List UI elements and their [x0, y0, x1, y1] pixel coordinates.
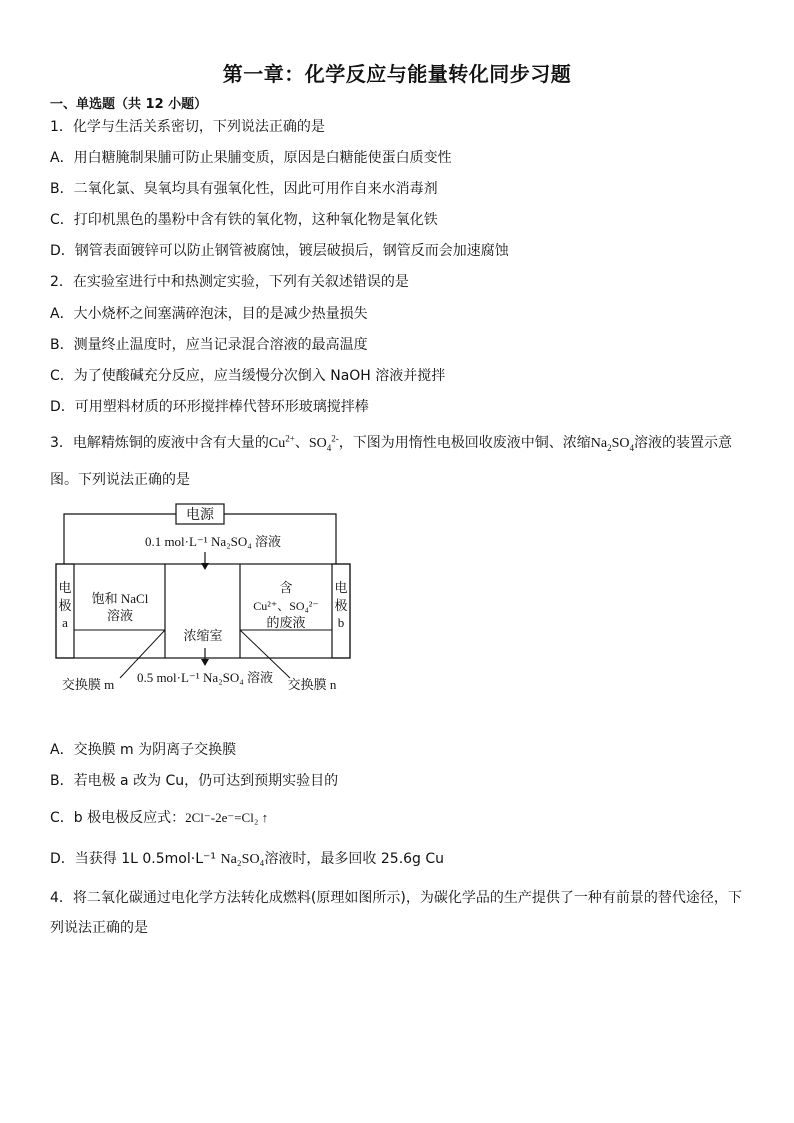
q3-na2so4-so: SO [611, 436, 630, 451]
q3-so4-symbol: SO [308, 436, 327, 451]
power-supply-label: 电源 [186, 508, 214, 523]
bottom-solution-label: 0.5 mol·L⁻¹ Na₂SO₄ 溶液 [136, 670, 274, 685]
electrolysis-diagram [50, 500, 360, 700]
q3-sep: 、 [294, 435, 309, 451]
q1-stem: 1．化学与生活关系密切，下列说法正确的是 [50, 119, 325, 135]
q3-stem-part1: 3．电解精炼铜的废液中含有大量的 [50, 435, 269, 451]
q3-so4-sub: 4 [326, 442, 332, 453]
top-solution-label: 0.1 mol·L⁻¹ Na₂SO₄ 溶液 [144, 534, 282, 549]
left-chamber-line1: 饱和 NaCl [91, 591, 149, 606]
q2-option-c: C．为了使酸碱充分反应，应当缓慢分次倒入 NaOH 溶液并搅拌 [50, 368, 446, 384]
electrode-b-char-1: 电 [334, 580, 348, 595]
right-chamber-line3: 的废液 [266, 615, 306, 630]
q3-cu-ion [268, 433, 295, 451]
q3-so4-ion [308, 433, 339, 453]
section-heading: 一、单选题（共 12 小题） [50, 97, 208, 112]
electrode-a-char-1: 电 [58, 580, 72, 595]
q1-option-d: D．钢管表面镀锌可以防止钢管被腐蚀，镀层破损后，钢管反而会加速腐蚀 [50, 243, 509, 259]
q4-stem-line1: 4．将二氧化碳通过电化学方法转化成燃料(原理如图所示)，为碳化学品的生产提供了一种有前景的替代途径，下 [50, 890, 742, 906]
right-chamber-line2: Cu²⁺、SO₄²⁻ [253, 599, 319, 613]
q3-stem-part2: ，下图为用惰性电极回收废液中铜、浓缩 [338, 435, 591, 451]
q2-option-d: D．可用塑料材质的环形搅拌棒代替环形玻璃搅拌棒 [50, 399, 369, 415]
q3-option-d-formula: Na₂SO₄ [220, 852, 265, 867]
q3-cu-symbol: Cu [268, 436, 286, 451]
q3-na2so4-sub1: 2 [607, 442, 612, 453]
q3-option-a: A．交换膜 m 为阴离子交换膜 [50, 742, 237, 758]
q3-na2so4 [591, 436, 634, 451]
q3-so4-charge: 2- [331, 433, 339, 444]
q1-option-c: C．打印机黑色的墨粉中含有铁的氧化物，这种氧化物是氧化铁 [50, 212, 438, 228]
q1-option-b: B．二氧化氯、臭氧均具有强氧化性，因此可用作自来水消毒剂 [50, 181, 438, 197]
q1-option-a: A．用白糖腌制果脯可防止果脯变质，原因是白糖能使蛋白质变性 [50, 150, 452, 166]
q3-option-d-prefix: D．当获得 1L 0.5mol·L⁻¹ [50, 851, 221, 867]
q3-stem-line1 [50, 434, 732, 453]
q3-option-d [50, 850, 444, 869]
membrane-n-label: 交换膜 n [287, 677, 337, 692]
electrolysis-diagram-svg [50, 500, 360, 700]
outflow-arrow-head [201, 659, 209, 666]
middle-chamber-label: 浓缩室 [183, 628, 223, 643]
left-chamber-line2: 溶液 [106, 608, 134, 623]
right-chamber-line1: 含 [279, 580, 293, 595]
q3-na2so4-sub2: 4 [629, 442, 634, 453]
q2-option-a: A．大小烧杯之间塞满碎泡沫，目的是减少热量损失 [50, 306, 368, 322]
page-title: 第一章：化学反应与能量转化同步习题 [222, 62, 572, 86]
electrode-b-char-3: b [337, 615, 345, 630]
q3-option-d-suffix: 溶液时，最多回收 25.6g Cu [264, 851, 445, 867]
q3-stem-line2: 图。下列说法正确的是 [50, 472, 190, 488]
q3-option-c-formula: 2Cl⁻-2e⁻=Cl₂ ↑ [185, 810, 269, 825]
electrode-a-char-3: a [62, 615, 68, 630]
q2-option-b: B．测量终止温度时，应当记录混合溶液的最高温度 [50, 337, 368, 353]
q3-option-c [50, 809, 268, 827]
membrane-m-label: 交换膜 m [61, 677, 115, 692]
q3-na2so4-na: Na [590, 436, 608, 451]
q3-option-c-prefix: C．b 极电极反应式： [50, 810, 186, 826]
q3-cu-charge: 2+ [285, 433, 295, 444]
electrode-b-char-2: 极 [334, 598, 348, 613]
electrode-a-char-2: 极 [58, 598, 72, 613]
q3-option-b: B．若电极 a 改为 Cu，仍可达到预期实验目的 [50, 773, 339, 789]
q3-stem-part3: 溶液的装置示意 [633, 435, 732, 451]
q4-stem-line2: 列说法正确的是 [50, 920, 148, 936]
q2-stem: 2．在实验室进行中和热测定实验，下列有关叙述错误的是 [50, 274, 409, 290]
